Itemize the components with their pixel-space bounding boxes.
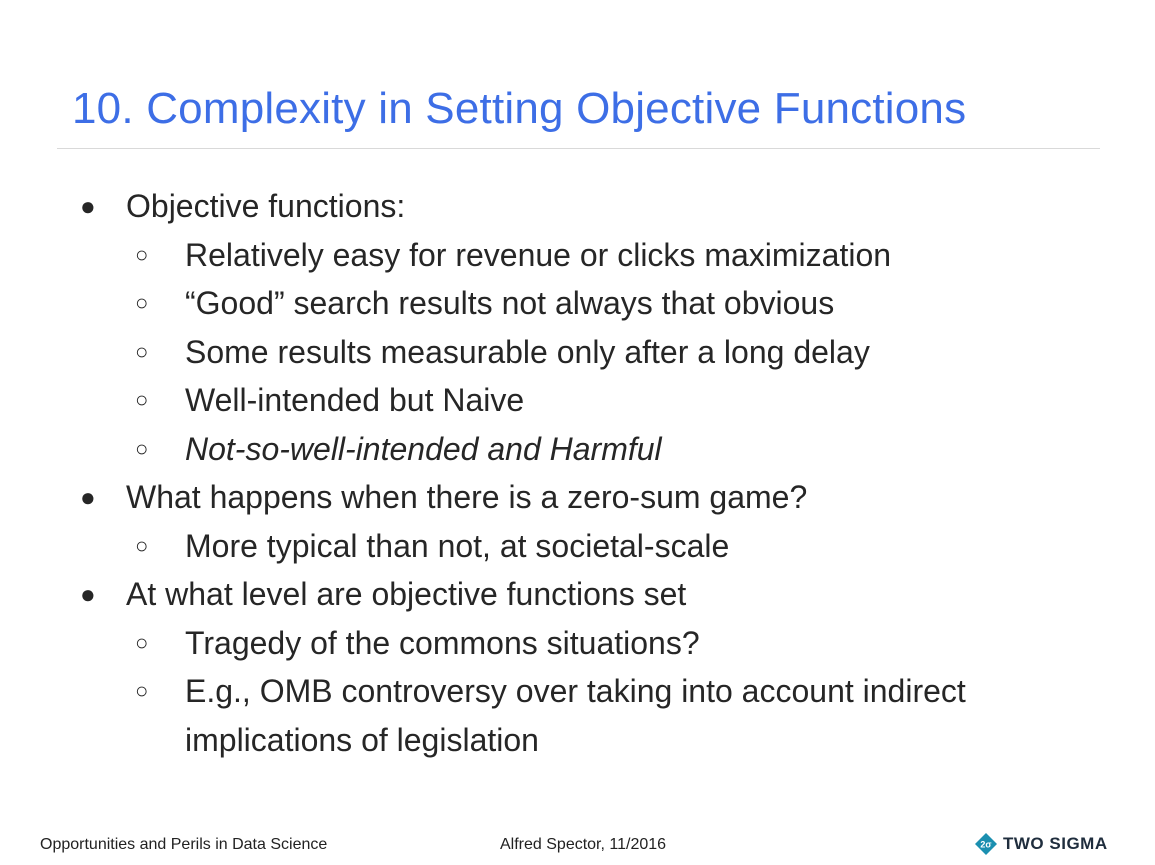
sub-bullet-item [0, 231, 1155, 280]
footer-author-date: Alfred Spector, 11/2016 [500, 836, 667, 853]
filled-bullet-icon: ● [80, 191, 96, 221]
bullet-item [0, 473, 1155, 522]
bullet-item [0, 182, 1155, 231]
sub-bullet-text: Some results measurable only after a long delay [185, 333, 870, 370]
slide-title: 10. Complexity in Setting Objective Functions [72, 84, 967, 133]
sub-bullet-text: Relatively easy for revenue or clicks maximization [185, 236, 892, 273]
filled-bullet-icon: ● [80, 579, 96, 609]
sub-bullet-continuation: implications of legislation [185, 721, 539, 758]
bullet-list [0, 182, 1155, 764]
bullet-text: At what level are objective functions set [126, 576, 687, 612]
title-divider [57, 148, 1100, 149]
hollow-bullet-icon: ○ [135, 241, 149, 267]
footer-presentation-title: Opportunities and Perils in Data Science [40, 836, 328, 853]
sub-bullet-text: Not-so-well-intended and Harmful [185, 430, 662, 467]
two-sigma-logo-icon [975, 833, 997, 855]
sub-bullet-text: More typical than not, at societal-scale [185, 527, 730, 564]
hollow-bullet-icon: ○ [135, 290, 149, 315]
hollow-bullet-icon: ○ [135, 435, 149, 461]
brand-name: TWO SIGMA [1003, 834, 1108, 853]
bullet-item [0, 570, 1155, 619]
hollow-bullet-icon: ○ [135, 629, 149, 655]
svg-text:2σ: 2σ [980, 839, 992, 850]
sub-bullet-item [0, 425, 1155, 474]
sub-bullet-item [0, 376, 1155, 425]
hollow-bullet-icon: ○ [135, 678, 149, 703]
sub-bullet-item [0, 522, 1155, 571]
sub-bullet-text: E.g., OMB controversy over taking into account indirect [185, 673, 966, 709]
sub-bullet-item [0, 279, 1155, 328]
sub-bullet-item [0, 328, 1155, 377]
sub-bullet-text: Tragedy of the commons situations? [185, 624, 700, 661]
brand-logo [975, 831, 1108, 857]
sub-bullet-text: Well-intended but Naive [185, 382, 525, 418]
hollow-bullet-icon: ○ [135, 532, 149, 558]
hollow-bullet-icon: ○ [135, 387, 149, 412]
sub-bullet-item [0, 667, 1155, 764]
bullet-text: What happens when there is a zero-sum game? [126, 479, 808, 515]
sub-bullet-item [0, 619, 1155, 668]
hollow-bullet-icon: ○ [135, 338, 149, 364]
sub-bullet-text: “Good” search results not always that obvious [185, 285, 835, 321]
bullet-text: Objective functions: [126, 188, 406, 224]
filled-bullet-icon: ● [80, 482, 96, 512]
